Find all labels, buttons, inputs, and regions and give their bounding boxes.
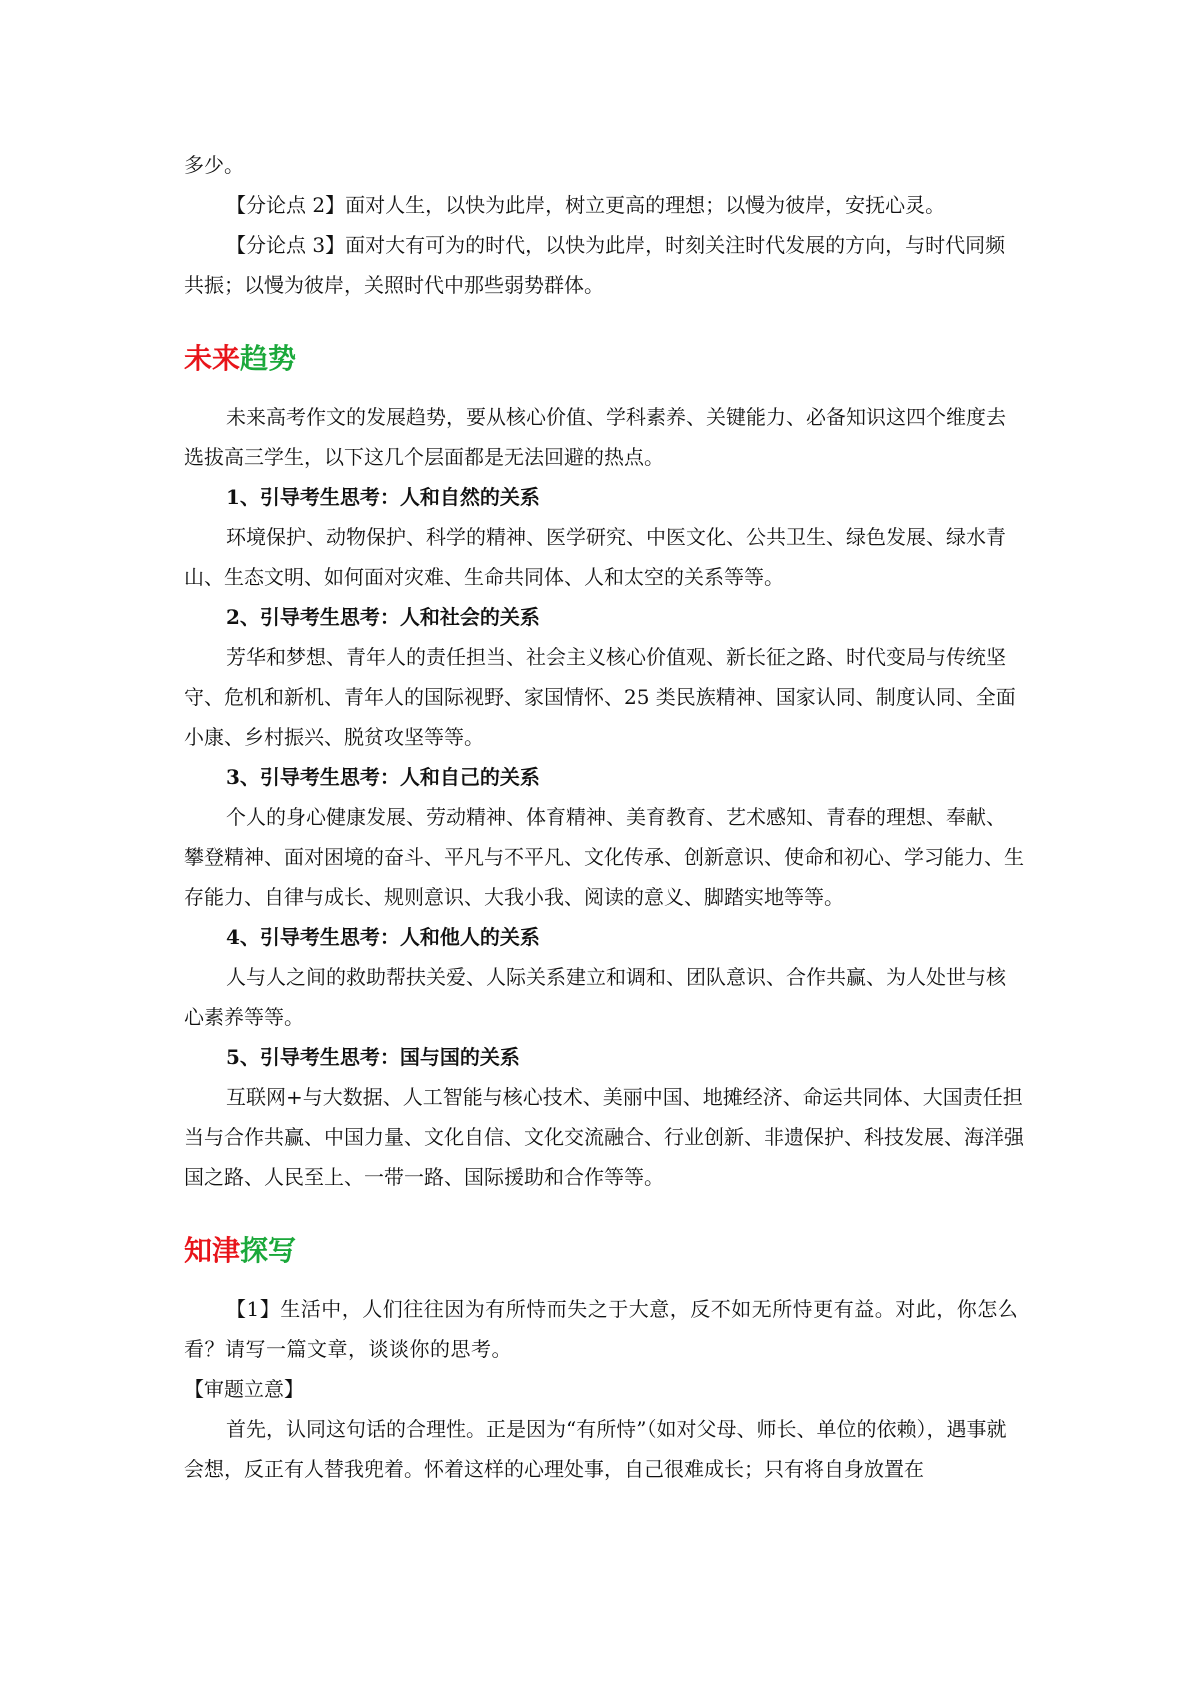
section-heading-practice: [184, 1231, 1024, 1271]
sub-point-3: 【分论点 3】面对大有可为的时代，以快为此岸，时刻关注时代发展的方向，与时代同频共振；以慢为彼岸，关照时代中那些弱势群体。: [184, 233, 1006, 297]
practice-prompt: 【1】生活中，人们往往因为有所恃而失之于大意，反不如无所恃更有益。对此，你怎么看？请写一篇文章，谈谈你的思考。: [184, 1297, 1019, 1361]
trend-item-title: 4、引导考生思考：人和他人的关系: [226, 925, 540, 949]
heading-trend-part1: 未来: [184, 342, 241, 375]
analysis-label: 【审题立意】: [184, 1377, 304, 1401]
trend-item-title: 3、引导考生思考：人和自己的关系: [226, 765, 540, 789]
trend-item-body: 环境保护、动物保护、科学的精神、医学研究、中医文化、公共卫生、绿色发展、绿水青山、生态文明、如何面对灾难、生命共同体、人和太空的关系等等。: [184, 525, 1006, 589]
section-heading-trend: [184, 339, 1024, 379]
trend-item-body: 个人的身心健康发展、劳动精神、体育精神、美育教育、艺术感知、青春的理想、奉献、攀登精神、面对困境的奋斗、平凡与不平凡、文化传承、创新意识、使命和初心、学习能力、生存能力、自律与成长、规则意识、大我小我、阅读的意义、脚踏实地等等。: [184, 805, 1024, 909]
trend-item-title: 5、引导考生思考：国与国的关系: [226, 1045, 520, 1069]
heading-trend-part2: 趋势: [240, 342, 297, 375]
analysis-text: 首先，认同这句话的合理性。正是因为“有所恃”（如对父母、师长、单位的依赖），遇事就会想，反正有人替我兜着。怀着这样的心理处事，自己很难成长；只有将自身放置在: [184, 1417, 1007, 1481]
trend-item-body: 互联网+与大数据、人工智能与核心技术、美丽中国、地摊经济、命运共同体、大国责任担当与合作共赢、中国力量、文化自信、文化交流融合、行业创新、非遗保护、科技发展、海洋强国之路、人民至上、一带一路、国际援助和合作等等。: [184, 1085, 1024, 1189]
trend-intro: 未来高考作文的发展趋势，要从核心价值、学科素养、关键能力、必备知识这四个维度去选拔高三学生，以下这几个层面都是无法回避的热点。: [184, 405, 1006, 469]
document-content: [184, 145, 1024, 1489]
trend-item-title: 2、引导考生思考：人和社会的关系: [226, 605, 540, 629]
sub-point-2: 【分论点 2】面对人生，以快为此岸，树立更高的理想；以慢为彼岸，安抚心灵。: [226, 193, 946, 217]
trend-item-body: 人与人之间的救助帮扶关爱、人际关系建立和调和、团队意识、合作共赢、为人处世与核心素养等等。: [184, 965, 1006, 1029]
trend-item-title: 1、引导考生思考：人和自然的关系: [226, 485, 540, 509]
trend-item-body: 芳华和梦想、青年人的责任担当、社会主义核心价值观、新长征之路、时代变局与传统坚守、危机和新机、青年人的国际视野、家国情怀、25 类民族精神、国家认同、制度认同、全面小康、乡村振兴、脱贫攻坚等等。: [184, 645, 1016, 749]
heading-practice-part1: 知津: [184, 1234, 241, 1267]
heading-practice-part2: 探写: [240, 1234, 297, 1267]
continuation-text: 多少。: [184, 153, 244, 177]
